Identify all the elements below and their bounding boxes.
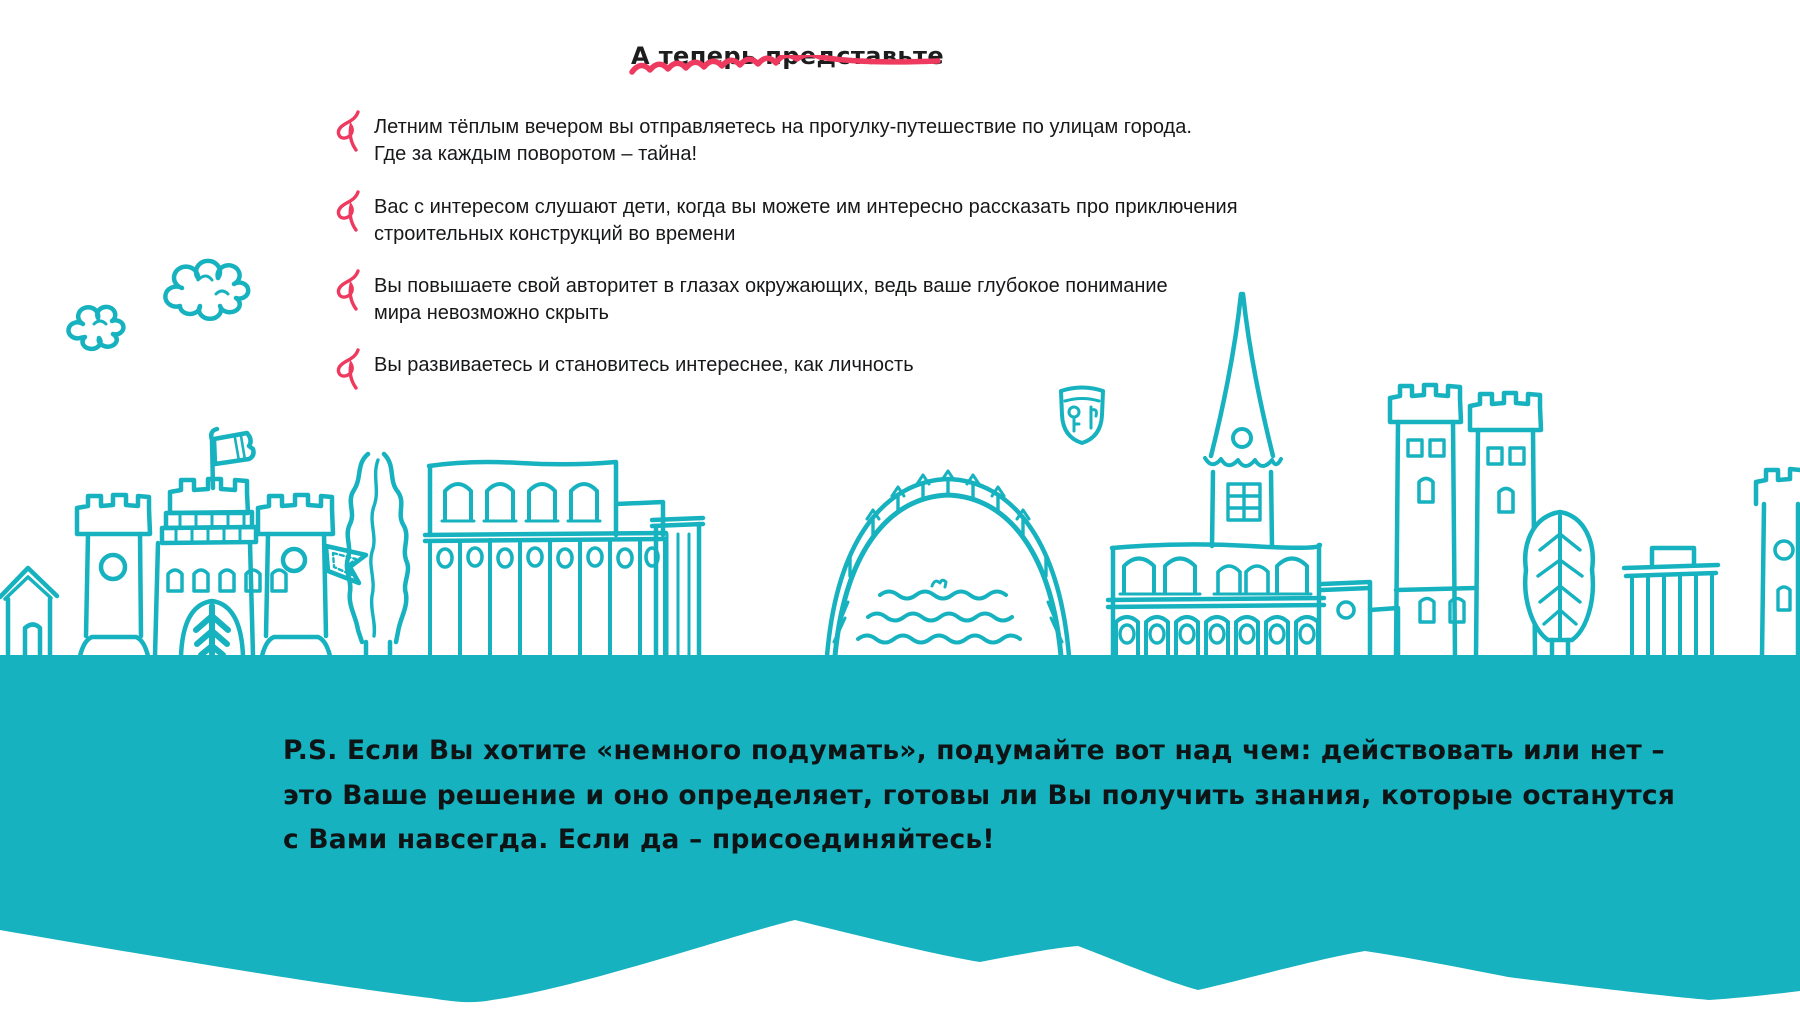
ps-note xyxy=(283,729,1675,863)
benefit-line: мира невозможно скрыть xyxy=(374,302,609,324)
title-underline-squiggle-icon xyxy=(628,55,958,81)
edge-tower-icon xyxy=(1756,469,1800,656)
footer-torn-edge xyxy=(0,886,1800,1011)
castle-with-flag-icon xyxy=(77,429,366,656)
heraldic-shield-icon xyxy=(1061,388,1103,444)
ps-line: с Вами навсегда. Если да – присоединяйтесь! xyxy=(283,824,995,855)
church-spire-icon xyxy=(1108,294,1398,656)
bridge-over-water-icon xyxy=(827,471,1069,656)
benefit-line: Вы развиваетесь и становитесь интереснее, как личность xyxy=(374,354,914,376)
arched-building-icon xyxy=(425,462,666,656)
benefit-text xyxy=(374,194,1238,248)
benefit-line: Вы повышаете свой авторитет в глазах окружающих, ведь ваше глубокое понимание xyxy=(374,275,1168,297)
cityscape-illustration xyxy=(0,250,1800,656)
benefit-line: Вас с интересом слушают дети, когда вы можете им интересно рассказать про приключения xyxy=(374,196,1238,218)
benefit-line: строительных конструкций во времени xyxy=(374,223,736,245)
list-item xyxy=(334,194,1238,248)
colonnade-icon xyxy=(1624,548,1718,656)
house-icon xyxy=(0,568,57,656)
squiggle-bullet-icon xyxy=(334,109,364,153)
ps-line: это Ваше решение и оно определяет, готовы ли Вы получить знания, которые останутся xyxy=(283,779,1676,811)
cloud-icon xyxy=(165,261,248,319)
benefit-line: Летним тёплым вечером вы отправляетесь на прогулку-путешествие по улицам города. xyxy=(374,116,1192,138)
squiggle-bullet-icon xyxy=(334,189,364,233)
list-item xyxy=(334,114,1192,168)
page-title: А теперь представьте xyxy=(631,42,944,71)
ps-line: P.S. Если Вы хотите «немного подумать», подумайте вот над чем: действовать или нет – xyxy=(283,735,1665,766)
twin-tower-castle-icon xyxy=(1390,385,1541,656)
cloud-icon xyxy=(68,307,123,349)
benefit-text xyxy=(374,114,1192,168)
benefit-line: Где за каждым поворотом – тайна! xyxy=(374,143,698,165)
